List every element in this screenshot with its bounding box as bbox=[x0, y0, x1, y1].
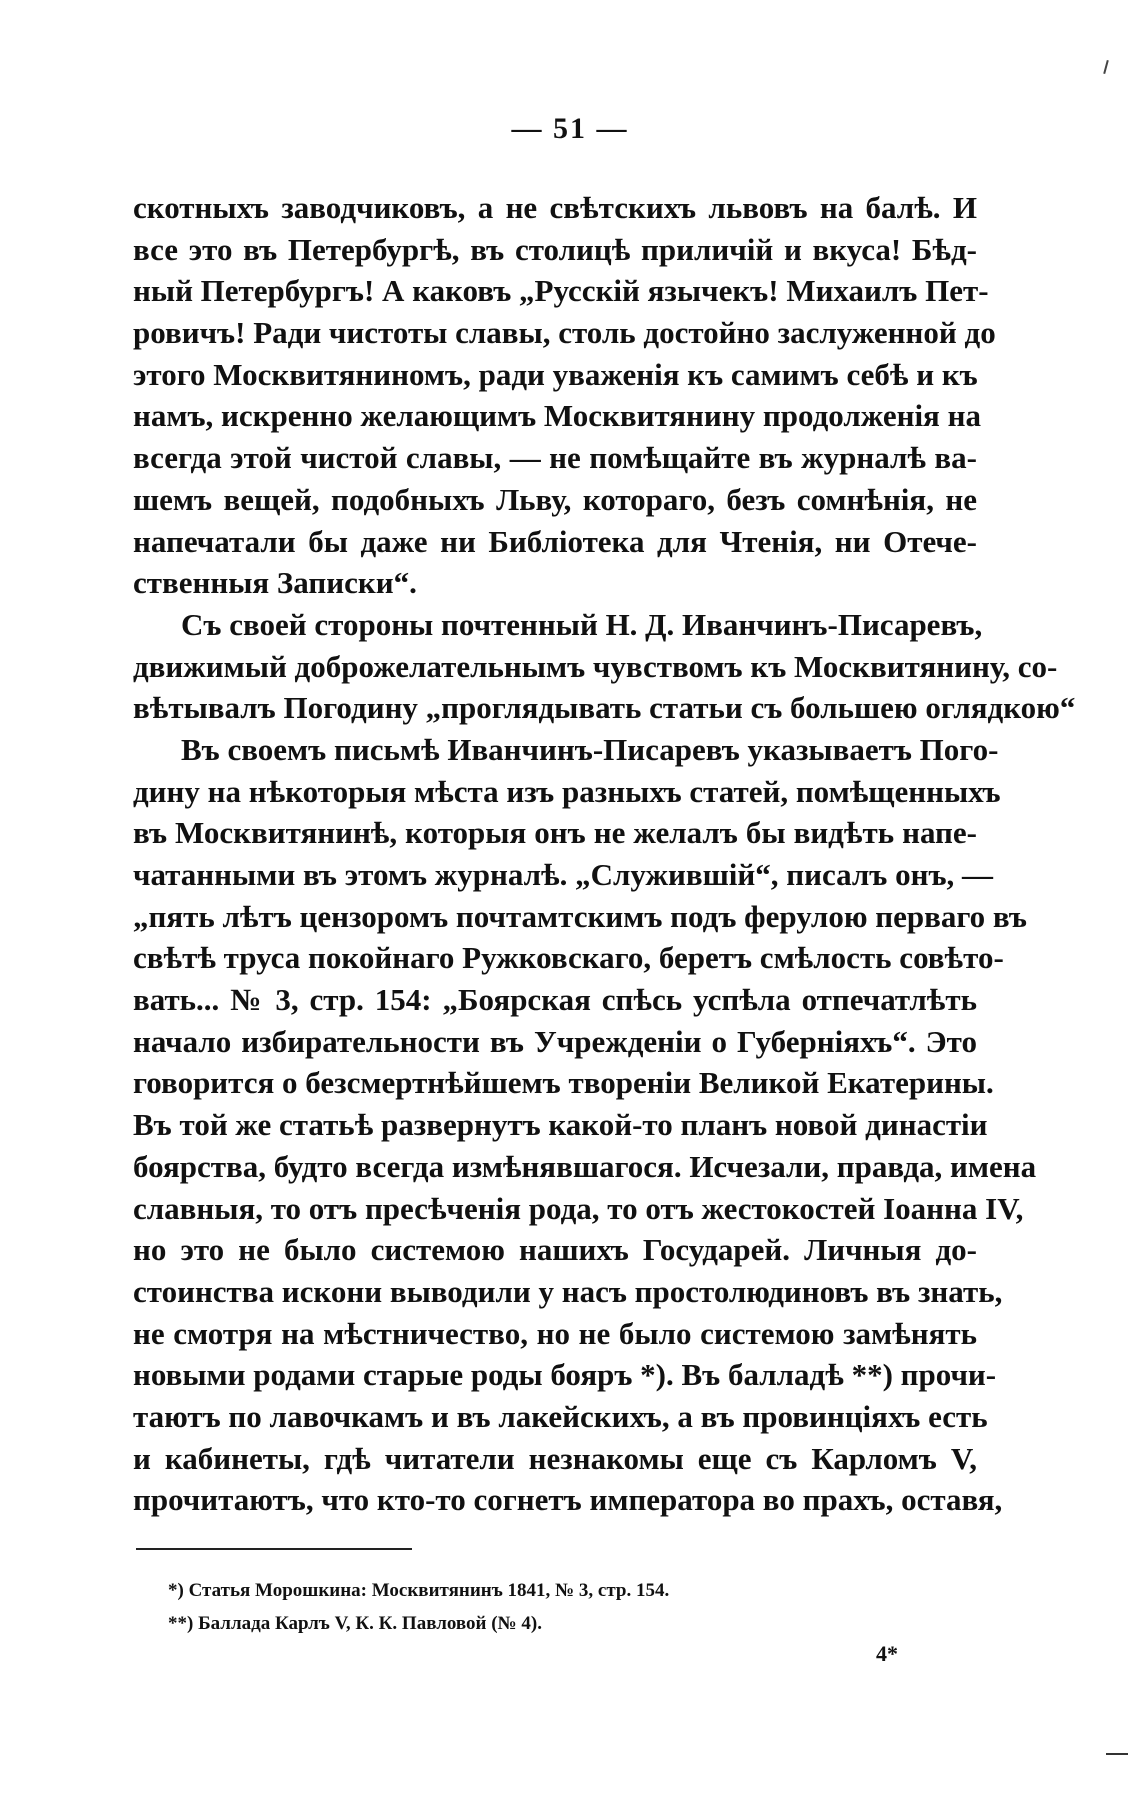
text-line: говорится о безсмертнѣйшемъ твореніи Великой Екатерины. bbox=[133, 1065, 994, 1101]
text-line: намъ, искренно желающимъ Москвитянину продолженія на bbox=[133, 398, 981, 434]
text-line: боярства, будто всегда измѣнявшагося. Исчезали, правда, имена bbox=[133, 1148, 1037, 1184]
text-line: Въ той же статьѣ развернутъ какой-то планъ новой династіи bbox=[133, 1107, 988, 1143]
text-line: движимый доброжелательнымъ чувствомъ къ Москвитянину, со- bbox=[133, 648, 1058, 684]
text-line: шемъ вещей, подобныхъ Льву, котораго, безъ сомнѣнія, не bbox=[133, 481, 977, 517]
text-line: Съ своей стороны почтенный Н. Д. Иванчинъ-Писаревъ, bbox=[181, 606, 983, 642]
text-line: славныя, то отъ пресѣченія рода, то отъ жестокостей Іоанна IV, bbox=[133, 1190, 1024, 1226]
text-line: ный Петербургъ! А каковъ „Русскій язычекъ! Михаилъ Пет- bbox=[133, 273, 989, 309]
text-line: ровичъ! Ради чистоты славы, столь достойно заслуженной до bbox=[133, 315, 996, 351]
text-line: таютъ по лавочкамъ и въ лакейскихъ, а въ провинціяхъ есть bbox=[133, 1398, 988, 1434]
footnote: *) Статья Морошкина: Москвитянинъ 1841, № 3, стр. 154. bbox=[168, 1580, 670, 1601]
text-line: но это не было системою нашихъ Государей. Личныя до- bbox=[133, 1232, 977, 1268]
text-line: начало избирательности въ Учрежденіи о Губерніяхъ“. Это bbox=[133, 1023, 977, 1059]
footnote-divider bbox=[136, 1548, 412, 1550]
signature-mark: 4* bbox=[876, 1641, 898, 1666]
text-line: прочитаютъ, что кто-то согнетъ императора во прахъ, оставя, bbox=[133, 1482, 1003, 1518]
text-line: чатанными въ этомъ журналѣ. „Служившій“, писалъ онъ, — bbox=[133, 857, 994, 892]
footnotes bbox=[168, 1574, 868, 1640]
text-line: новыми родами старые роды бояръ *). Въ балладѣ **) прочи- bbox=[133, 1357, 997, 1393]
text-line: все это въ Петербургѣ, въ столицѣ приличій и вкуса! Бѣд- bbox=[133, 231, 977, 267]
body-text bbox=[133, 187, 1076, 1521]
text-line: напечатали бы даже ни Библіотека для Чтенія, ни Отече- bbox=[133, 523, 977, 559]
footnote: **) Баллада Карлъ V, К. К. Павловой (№ 4). bbox=[168, 1613, 542, 1634]
scan-mark bbox=[1106, 1753, 1128, 1755]
text-line: въ Москвитянинѣ, которыя онъ не желалъ бы видѣть напе- bbox=[133, 815, 977, 851]
text-line: свѣтѣ труса покойнаго Ружковскаго, беретъ смѣлость совѣто- bbox=[133, 940, 1004, 976]
text-line: ственныя Записки“. bbox=[133, 565, 417, 601]
text-line: и кабинеты, гдѣ читатели незнакомы еще съ Карломъ V, bbox=[133, 1440, 977, 1476]
text-line: вать... № 3, стр. 154: „Боярская спѣсь успѣла отпечатлѣть bbox=[133, 982, 977, 1018]
scan-mark bbox=[1103, 60, 1109, 74]
text-line: Въ своемъ письмѣ Иванчинъ-Писаревъ указываетъ Пого- bbox=[181, 731, 999, 767]
page-number: — 51 — bbox=[511, 112, 629, 145]
text-line: всегда этой чистой славы, — не помѣщайте въ журналѣ ва- bbox=[133, 440, 977, 476]
text-line: дину на нѣкоторыя мѣста изъ разныхъ статей, помѣщенныхъ bbox=[133, 773, 1001, 809]
text-line: скотныхъ заводчиковъ, а не свѣтскихъ львовъ на балѣ. И bbox=[133, 190, 977, 225]
text-line: вѣтывалъ Погодину „проглядывать статьи съ большею оглядкою“ bbox=[133, 690, 1076, 726]
text-line: стоинства искони выводили у насъ простолюдиновъ въ знать, bbox=[133, 1273, 1003, 1309]
text-line: не смотря на мѣстничество, но не было системою замѣнять bbox=[133, 1315, 977, 1351]
text-line: этого Москвитяниномъ, ради уваженія къ самимъ себѣ и къ bbox=[133, 356, 978, 392]
text-line: „пять лѣтъ цензоромъ почтамтскимъ подъ ферулою перваго въ bbox=[133, 898, 1027, 934]
